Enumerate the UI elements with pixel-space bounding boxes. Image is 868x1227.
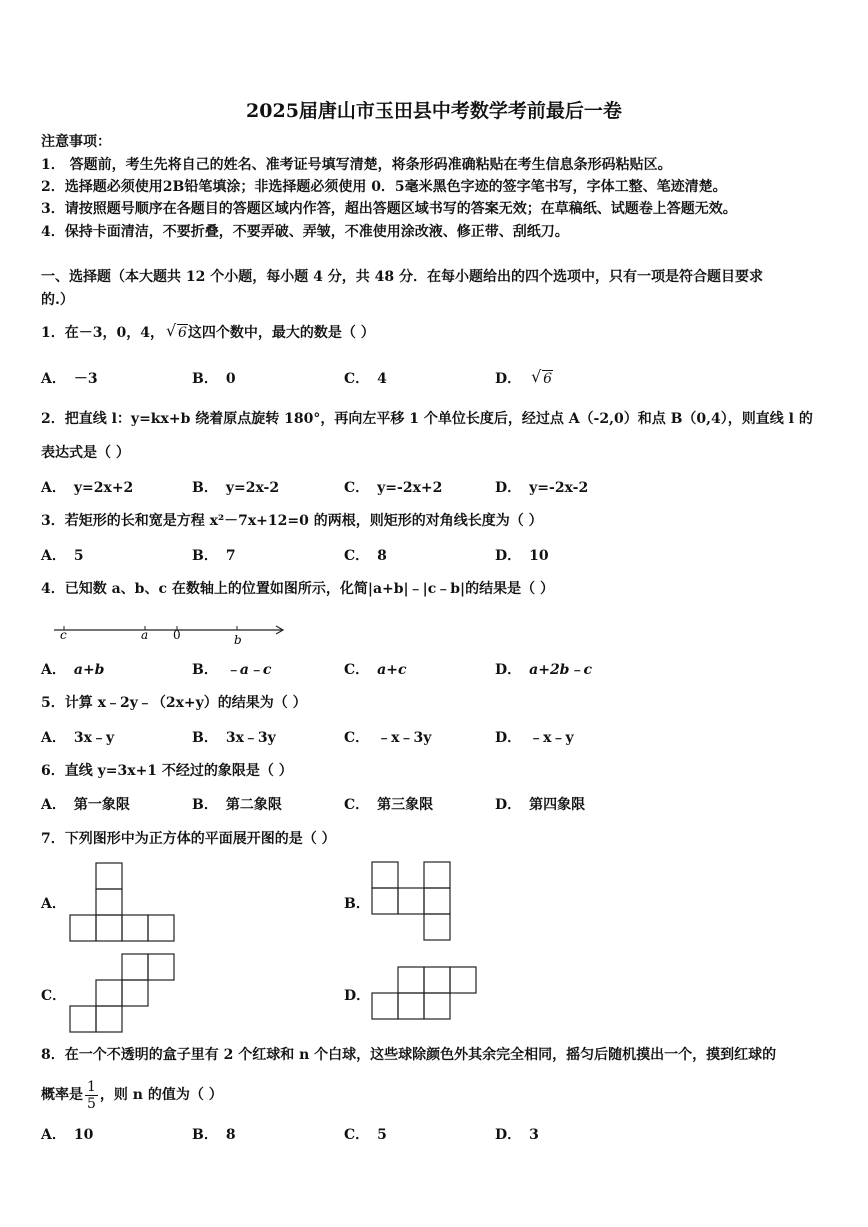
fraction-numerator: 1 xyxy=(87,1078,96,1095)
q1-stem-post: 这四个数中，最大的数是（ ） xyxy=(187,325,375,341)
q7-option-a-label[interactable]: A． xyxy=(41,896,66,912)
net-b-square xyxy=(372,888,398,914)
q5-option-a[interactable]: A． 3x﹣y xyxy=(41,730,115,746)
q7-net-a[interactable] xyxy=(69,862,179,942)
net-b-square xyxy=(398,888,424,914)
notice-item-3: 3．请按照题号顺序在各题目的答题区域内作答，超出答题区域书写的答案无效；在草稿纸、试题卷上答题无效。 xyxy=(41,201,737,217)
q5-option-c[interactable]: C． ﹣x﹣3y xyxy=(344,730,432,746)
net-a-square xyxy=(96,863,122,889)
question-8-line2 xyxy=(41,1078,223,1112)
question-2-line2: 表达式是（ ） xyxy=(41,445,130,461)
q6-option-d[interactable]: D． 第四象限 xyxy=(495,797,586,813)
net-b-square xyxy=(424,914,450,940)
net-b-square xyxy=(372,862,398,888)
question-2-line1: 2．把直线 l：y=kx+b 绕着原点旋转 180°，再向左平移 1 个单位长度后，经过点 A（-2,0）和点 B（0,4），则直线 l 的 xyxy=(41,411,813,427)
sqrt-symbol: √ 6 xyxy=(165,321,187,341)
net-c-square xyxy=(122,980,148,1006)
q5-option-b[interactable]: B． 3x﹣3y xyxy=(192,730,276,746)
q2-option-a[interactable]: A． y=2x+2 xyxy=(41,480,134,496)
question-3-stem: 3．若矩形的长和宽是方程 x²－7x+12=0 的两根，则矩形的对角线长度为（ ） xyxy=(41,513,543,529)
net-b-square xyxy=(424,862,450,888)
notice-heading: 注意事项： xyxy=(41,134,111,150)
q1-option-d[interactable]: D． √ 6 xyxy=(495,367,553,387)
q6-option-b[interactable]: B． 第二象限 xyxy=(192,797,282,813)
question-7-stem: 7．下列图形中为正方体的平面展开图的是（ ） xyxy=(41,831,336,847)
q4-option-b[interactable]: B． ﹣a﹣c xyxy=(192,662,272,678)
q4-option-d[interactable]: D． a+2b﹣c xyxy=(495,662,592,678)
q6-option-a[interactable]: A． 第一象限 xyxy=(41,797,130,813)
notice-item-2: 2．选择题必须使用2B铅笔填涂；非选择题必须使用 0．5毫米黑色字迹的签字笔书写，字体工整、笔迹清楚。 xyxy=(41,179,727,195)
axis-label-b: b xyxy=(234,633,242,647)
net-c-square xyxy=(148,954,174,980)
net-c-square xyxy=(96,980,122,1006)
q7-option-b-label[interactable]: B． xyxy=(344,896,370,912)
q2-option-d[interactable]: D． y=-2x-2 xyxy=(495,480,589,496)
sqrt-symbol: √ 6 xyxy=(531,367,553,387)
fraction-denominator: 5 xyxy=(87,1095,96,1112)
q1-option-c[interactable]: C． 4 xyxy=(344,371,387,387)
q4-option-a[interactable]: A． a+b xyxy=(41,662,105,678)
q8-line2-pre: 概率是 xyxy=(41,1087,83,1103)
probability-fraction xyxy=(85,1079,98,1112)
net-d-square xyxy=(372,993,398,1019)
q3-option-c[interactable]: C． 8 xyxy=(344,548,387,564)
net-a-square xyxy=(96,915,122,941)
q2-option-b[interactable]: B． y=2x-2 xyxy=(192,480,280,496)
q5-option-d[interactable]: D． ﹣x﹣y xyxy=(495,730,574,746)
q8-option-a[interactable]: A． 10 xyxy=(41,1127,94,1143)
q1-option-b[interactable]: B． 0 xyxy=(192,371,236,387)
net-d-square xyxy=(450,967,476,993)
q4-option-c[interactable]: C． a+c xyxy=(344,662,407,678)
question-5-stem: 5．计算 x﹣2y﹣（2x+y）的结果为（ ） xyxy=(41,695,307,711)
axis-label-a: a xyxy=(141,628,149,642)
section-heading-line1: 一、选择题（本大题共 12 个小题，每小题 4 分，共 48 分．在每小题给出的四个选项中，只有一项是符合题目要求 xyxy=(41,269,763,285)
net-a-square xyxy=(96,889,122,915)
q7-option-c-label[interactable]: C． xyxy=(41,988,67,1004)
number-line-figure xyxy=(50,620,290,654)
notice-item-4: 4．保持卡面清洁，不要折叠，不要弄破、弄皱，不准使用涂改液、修正带、刮纸刀。 xyxy=(41,224,569,240)
q1-stem-pre: 1．在－3，0，4， xyxy=(41,325,164,341)
q8-line2-post: ，则 n 的值为（ ） xyxy=(99,1087,223,1103)
section-heading-line2: 的.） xyxy=(41,292,74,308)
q7-net-c[interactable] xyxy=(69,953,179,1035)
question-1-stem xyxy=(41,321,375,342)
question-4-stem: 4．已知数 a、b、c 在数轴上的位置如图所示，化简|a+b|﹣|c﹣b|的结果是（ ） xyxy=(41,581,555,597)
q1-option-a[interactable]: A． －3 xyxy=(41,371,98,387)
question-6-stem: 6．直线 y=3x+1 不经过的象限是（ ） xyxy=(41,763,293,779)
net-d-square xyxy=(424,993,450,1019)
net-c-square xyxy=(96,1006,122,1032)
net-d-square xyxy=(398,967,424,993)
q3-option-a[interactable]: A． 5 xyxy=(41,548,84,564)
q2-option-c[interactable]: C． y=-2x+2 xyxy=(344,480,443,496)
net-d-square xyxy=(424,967,450,993)
net-a-square xyxy=(122,915,148,941)
q7-net-d[interactable] xyxy=(371,966,483,1024)
q3-option-b[interactable]: B． 7 xyxy=(192,548,236,564)
question-8-line1: 8．在一个不透明的盒子里有 2 个红球和 n 个白球，这些球除颜色外其余完全相同，摇匀后随机摸出一个，摸到红球的 xyxy=(41,1047,777,1063)
axis-label-c: c xyxy=(60,628,67,642)
q6-option-c[interactable]: C． 第三象限 xyxy=(344,797,434,813)
net-a-square xyxy=(70,915,96,941)
net-c-square xyxy=(70,1006,96,1032)
q8-option-c[interactable]: C． 5 xyxy=(344,1127,387,1143)
q1-radicand: 6 xyxy=(177,325,187,341)
net-b-square xyxy=(424,888,450,914)
net-c-square xyxy=(122,954,148,980)
q3-option-d[interactable]: D． 10 xyxy=(495,548,549,564)
net-d-square xyxy=(398,993,424,1019)
q8-option-b[interactable]: B． 8 xyxy=(192,1127,236,1143)
q7-net-b[interactable] xyxy=(371,861,456,943)
notice-item-1: 1． 答题前，考生先将自己的姓名、准考证号填写清楚，将条形码准确粘贴在考生信息条形码粘贴区。 xyxy=(41,157,672,173)
q8-option-d[interactable]: D． 3 xyxy=(495,1127,539,1143)
net-a-square xyxy=(148,915,174,941)
q7-option-d-label[interactable]: D． xyxy=(344,988,371,1004)
page-title: 2025届唐山市玉田县中考数学考前最后一卷 xyxy=(246,100,622,122)
axis-label-0: 0 xyxy=(173,628,181,642)
